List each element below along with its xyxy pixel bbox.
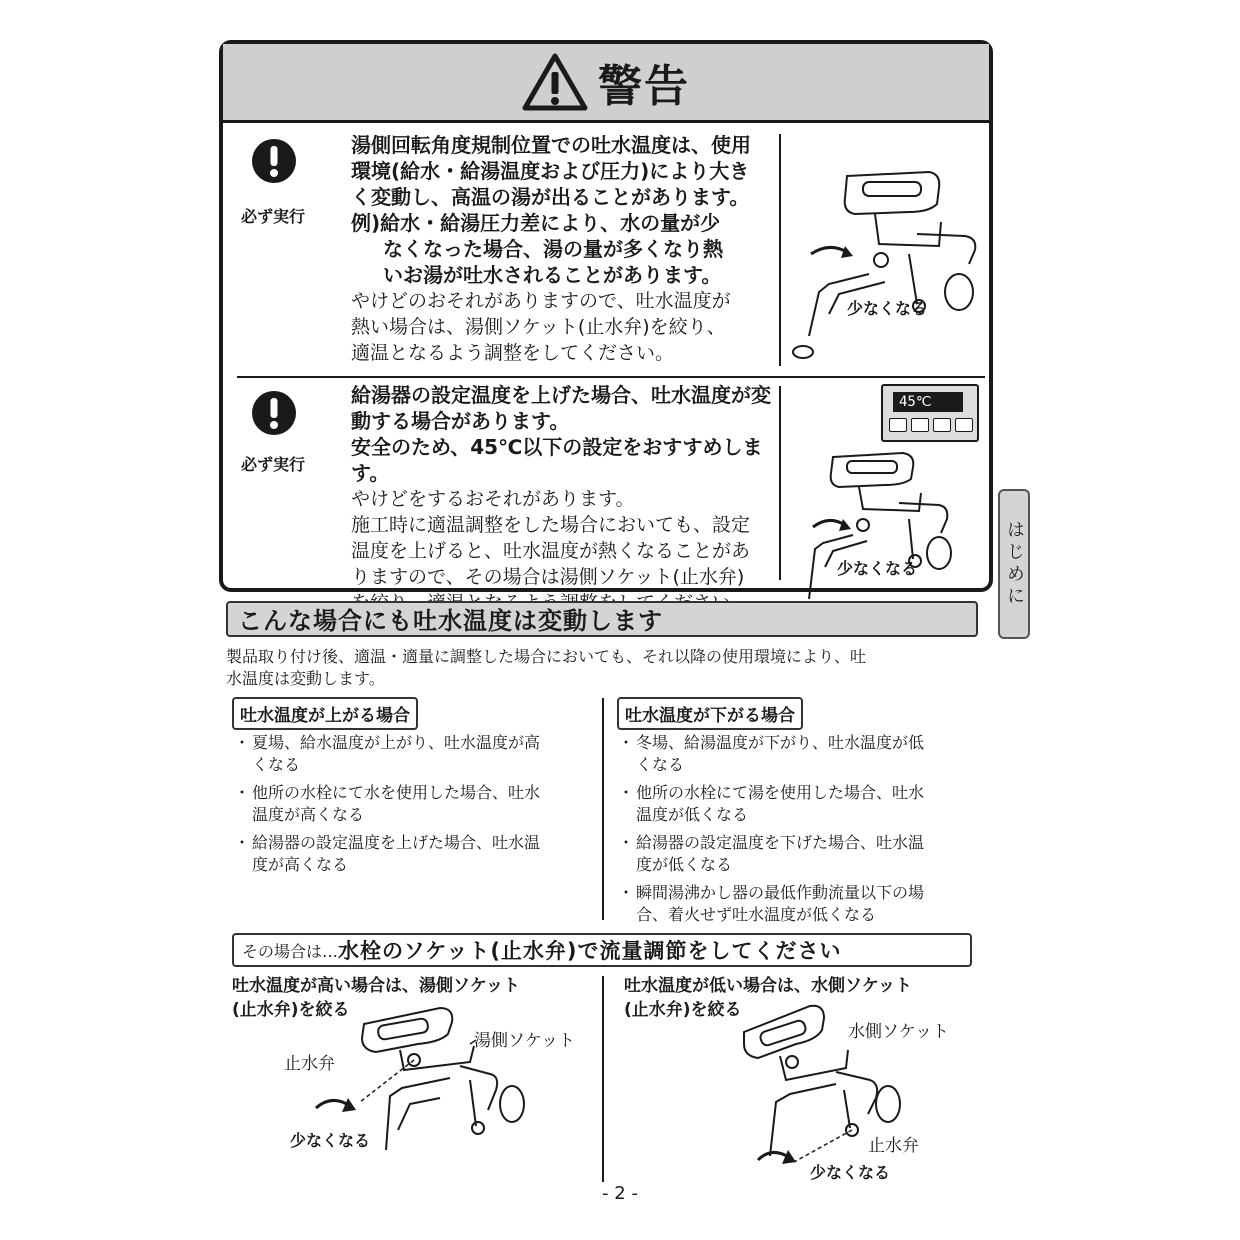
solution-prefix: その場合は…	[242, 941, 339, 961]
item-line: 冬場、給湯温度が下がり、吐水温度が低	[636, 733, 925, 752]
item-line: くなる	[252, 755, 301, 774]
rise-list	[234, 732, 594, 882]
item-line: 給湯器の設定温度を上げた場合、吐水温	[252, 833, 541, 852]
heading-line: (止水弁)を絞る	[624, 1000, 742, 1020]
text-line: 施工時に適温調整をした場合においても、設定	[351, 514, 751, 536]
panel-button	[911, 418, 929, 432]
mandatory-action-icon	[251, 390, 297, 452]
panel-button	[933, 418, 951, 432]
heading-line: 吐水温度が高い場合は、湯側ソケット	[232, 976, 520, 996]
fall-heading: 吐水温度が下がる場合	[617, 697, 803, 730]
intro-line: 水温度は変動します。	[226, 669, 385, 688]
text-line: 給湯器の設定温度を上げた場合、吐水温度が変	[351, 383, 771, 407]
item-line: 度が高くなる	[252, 855, 349, 874]
mandatory-action-icon	[251, 138, 297, 200]
item-line: 夏場、給水温度が上がり、吐水温度が高	[252, 733, 541, 752]
list-item	[618, 782, 978, 826]
text-line: なくなった場合、湯の量が多くなり熱	[383, 237, 723, 261]
list-item	[618, 882, 978, 926]
text-line: 温度を上げると、吐水温度が熱くなることがあ	[351, 540, 751, 562]
item-line: 瞬間湯沸かし器の最低作動流量以下の場	[636, 883, 925, 902]
decrease-label: 少なくなる	[837, 559, 918, 578]
warning-header	[223, 44, 989, 123]
fall-list	[618, 732, 978, 932]
page-number: - 2 -	[602, 1183, 638, 1204]
vertical-divider	[779, 386, 781, 580]
list-item	[234, 732, 594, 776]
mandatory-label: 必ず実行	[241, 455, 306, 474]
stop-valve-label: 止水弁	[868, 1136, 919, 1156]
list-item	[234, 832, 594, 876]
heater-control-panel	[881, 384, 979, 442]
warning-box	[219, 40, 993, 592]
text-line: 安全のため、45℃以下の設定をおすすめします。	[351, 435, 763, 485]
panel-buttons	[889, 418, 973, 432]
solution-box	[232, 933, 972, 967]
text-line: 動する場合があります。	[351, 409, 570, 433]
text-line: く変動し、高温の湯が出ることがあります。	[351, 185, 750, 209]
heading-line: (止水弁)を絞る	[232, 1000, 350, 1020]
text-line: 湯側回転角度規制位置での吐水温度は、使用	[351, 133, 751, 157]
text-line: いお湯が吐水されることがあります。	[383, 263, 722, 287]
chapter-tab: はじめに	[998, 489, 1030, 639]
list-item	[618, 732, 978, 776]
panel-button	[889, 418, 907, 432]
rise-heading: 吐水温度が上がる場合	[232, 697, 418, 730]
list-item	[234, 782, 594, 826]
heading-line: 吐水温度が低い場合は、水側ソケット	[624, 976, 912, 996]
warning-text-1	[351, 132, 771, 366]
mandatory-label: 必ず実行	[241, 207, 306, 226]
intro-line: 製品取り付け後、適温・適量に調整した場合においても、それ以降の使用環境により、吐	[226, 647, 867, 666]
vertical-divider	[779, 134, 781, 366]
text-line: 適温となるよう調整をしてください。	[351, 342, 675, 364]
solution-main: 水栓のソケット(止水弁)で流量調節をしてください	[338, 939, 842, 963]
item-line: 合、着火せず吐水温度が低くなる	[636, 905, 877, 924]
column-divider	[602, 976, 604, 1182]
item-line: 温度が低くなる	[636, 805, 749, 824]
list-item	[618, 832, 978, 876]
stop-valve-label: 止水弁	[284, 1054, 335, 1074]
panel-button	[955, 418, 973, 432]
hot-socket-label: 湯側ソケット	[474, 1031, 575, 1051]
item-line: 他所の水栓にて湯を使用した場合、吐水	[636, 783, 925, 802]
cold-socket-label: 水側ソケット	[848, 1022, 949, 1042]
row-divider	[237, 376, 985, 378]
column-divider	[602, 698, 604, 920]
decrease-label: 少なくなる	[290, 1131, 371, 1150]
item-line: 温度が高くなる	[252, 805, 365, 824]
text-line: やけどをするおそれがあります。	[351, 488, 635, 510]
decrease-label: 少なくなる	[810, 1163, 891, 1182]
item-line: 度が低くなる	[636, 855, 733, 874]
text-line: 環境(給水・給湯温度および圧力)により大き	[351, 159, 750, 183]
warning-triangle-icon	[522, 53, 588, 111]
decrease-label: 少なくなる	[847, 299, 928, 318]
warning-text-2	[351, 382, 781, 616]
text-line: 熱い場合は、湯側ソケット(止水弁)を絞り、	[351, 316, 726, 338]
item-line: 給湯器の設定温度を下げた場合、吐水温	[636, 833, 925, 852]
text-line: やけどのおそれがありますので、吐水温度が	[351, 290, 731, 312]
text-line: りますので、その場合は湯側ソケット(止水弁)	[351, 566, 745, 588]
section-title: こんな場合にも吐水温度は変動します	[226, 601, 978, 637]
text-line: 例)給水・給湯圧力差により、水の量が少	[351, 211, 721, 235]
warning-title: 警告	[598, 61, 690, 112]
item-line: くなる	[636, 755, 685, 774]
section-intro	[226, 646, 978, 690]
item-line: 他所の水栓にて水を使用した場合、吐水	[252, 783, 541, 802]
temperature-display: 45℃	[893, 392, 963, 412]
